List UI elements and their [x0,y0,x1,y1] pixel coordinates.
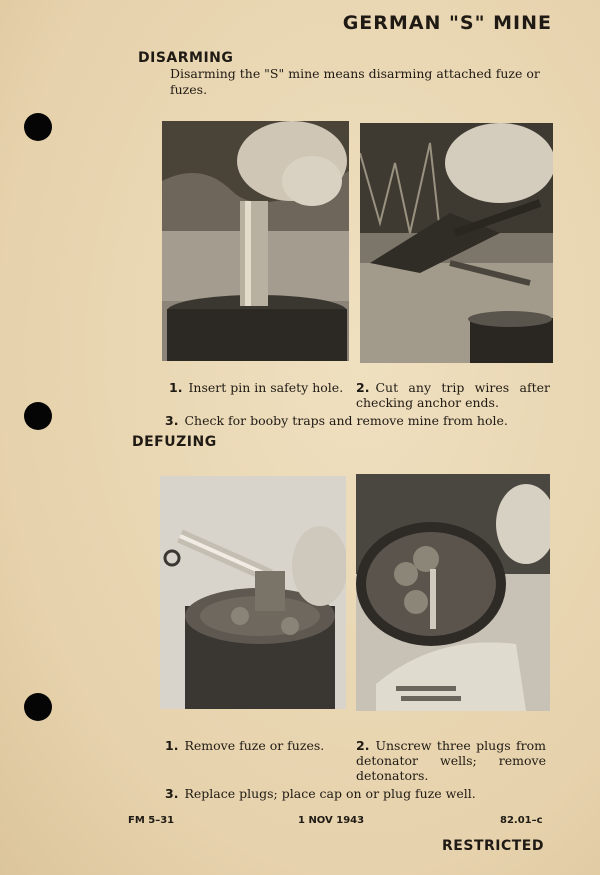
defuzing-step [165,786,555,801]
footer-date: 1 NOV 1943 [298,815,365,826]
photo-remove-fuze [160,476,346,709]
photo-unscrew-plugs [356,474,550,711]
step-number: 3. [165,413,179,428]
disarming-step [165,413,555,428]
step-number: 2. [356,380,370,395]
step-number: 3. [165,786,179,801]
binder-hole [24,693,52,721]
disarming-step [169,380,349,395]
section-heading-defuzing: DEFUZING [132,434,217,450]
step-number: 1. [165,738,179,753]
section-heading-disarming: DISARMING [138,50,234,66]
page-title: GERMAN "S" MINE [342,12,552,34]
binder-hole [24,402,52,430]
defuzing-step [356,738,546,783]
disarming-step [356,380,550,410]
step-text: Check for booby traps and remove mine from hole. [184,413,508,428]
photo-insert-pin [162,121,349,361]
step-number: 1. [169,380,183,395]
step-text: Remove fuze or fuzes. [184,738,325,753]
defuzing-step [165,738,345,753]
step-text: Replace plugs; place cap on or plug fuze well. [184,786,476,801]
binder-hole [24,113,52,141]
classification-label: RESTRICTED [442,838,544,854]
step-text: Cut any trip wires after checking anchor ends. [356,380,550,410]
footer-manual-number: FM 5–31 [128,815,175,826]
disarming-intro: Disarming the "S" mine means disarming attached fuze or fuzes. [170,66,540,97]
footer-page-number: 82.01–c [500,815,543,826]
step-number: 2. [356,738,370,753]
step-text: Unscrew three plugs from detonator wells; remove detonators. [356,738,546,783]
photo-cut-trip-wires [360,123,553,363]
step-text: Insert pin in safety hole. [188,380,344,395]
